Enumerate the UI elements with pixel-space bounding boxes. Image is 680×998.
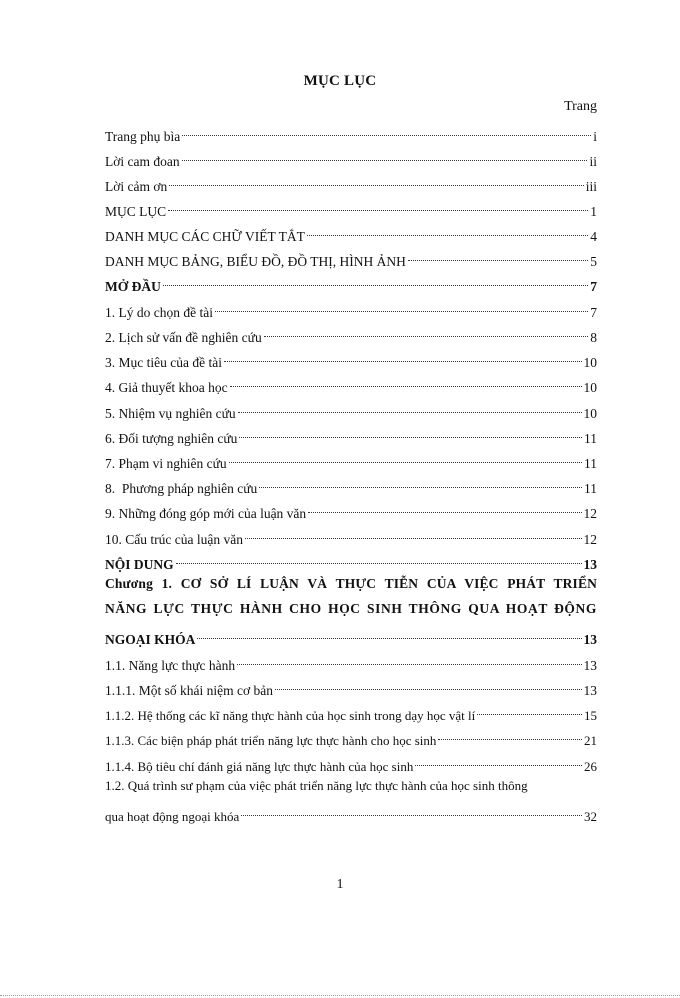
toc-entry-label: 3. Mục tiêu của đề tài — [105, 355, 222, 370]
toc-entry-page: i — [593, 129, 597, 144]
toc-entry-page: 12 — [583, 506, 597, 521]
toc-entry-page: 7 — [590, 279, 597, 294]
toc-entry-label: 9. Những đóng góp mới của luận văn — [105, 506, 307, 521]
toc-entry[interactable] — [105, 398, 597, 421]
dot-leader — [264, 322, 589, 342]
toc-entry-label: 1.1.3. Các biện pháp phát triển năng lực thực hành cho học sinh — [105, 733, 437, 748]
toc-entry-chapter[interactable] — [105, 624, 597, 647]
dot-leader — [245, 524, 582, 544]
toc-entry-label: NGOẠI KHÓA — [105, 632, 196, 647]
toc-entry[interactable] — [105, 121, 597, 144]
toc-entry-page: 13 — [583, 632, 597, 647]
toc-entry-page: 8 — [590, 330, 597, 345]
toc-entry-page: iii — [585, 179, 597, 194]
toc-entry-page: 10 — [583, 380, 597, 395]
toc-entry-page: 21 — [584, 733, 597, 748]
toc-entry[interactable] — [105, 473, 597, 496]
dot-leader — [182, 121, 591, 141]
toc-title: MỤC LỤC — [303, 73, 377, 89]
dot-leader — [182, 146, 588, 166]
toc-entry[interactable] — [105, 801, 597, 824]
toc-entry[interactable] — [105, 675, 597, 698]
dot-leader — [197, 624, 581, 644]
toc-entry-label: NỘI DUNG — [105, 557, 174, 572]
page-number: 1 — [336, 877, 344, 892]
toc-entry-page: 11 — [584, 456, 597, 471]
toc-entry-label: 10. Cấu trúc của luận văn — [105, 532, 243, 547]
chapter-1-heading-line-1[interactable]: Chương 1. CƠ SỞ LÍ LUẬN VÀ THỰC TIỄN CỦA VIỆC PHÁT TRIỂN — [105, 576, 597, 591]
dot-leader — [477, 700, 582, 720]
dot-leader — [230, 372, 582, 392]
toc-entry[interactable] — [105, 751, 597, 774]
toc-entry[interactable] — [105, 221, 597, 244]
dot-leader — [215, 297, 588, 317]
dot-leader — [275, 675, 582, 695]
toc-entry-page: 11 — [584, 481, 597, 496]
dot-leader — [307, 221, 588, 241]
dot-leader — [259, 473, 582, 493]
toc-entry-page: 12 — [583, 532, 597, 547]
toc-entry-label: qua hoạt động ngoại khóa — [105, 809, 240, 824]
toc-entry[interactable] — [105, 372, 597, 395]
toc-entry[interactable] — [105, 700, 597, 723]
toc-entry[interactable] — [105, 498, 597, 521]
toc-entry-page: 7 — [590, 305, 597, 320]
toc-entry-label: 8. Phương pháp nghiên cứu — [105, 481, 258, 496]
toc-entry-section[interactable] — [105, 271, 597, 294]
toc-entry-page: 15 — [584, 708, 597, 723]
toc-entry-page: 13 — [583, 557, 597, 572]
toc-entry-label: 1.1.2. Hệ thống các kĩ năng thực hành của học sinh trong dạy học vật lí — [105, 708, 476, 723]
section-1-2-line-1[interactable]: 1.2. Quá trình sư phạm của việc phát triển năng lực thực hành của học sinh thông — [105, 778, 528, 793]
toc-entry-label: 1. Lý do chọn đề tài — [105, 305, 213, 320]
toc-entry[interactable] — [105, 171, 597, 194]
toc-entry[interactable] — [105, 146, 597, 169]
dot-leader — [415, 751, 582, 771]
toc-entry-page: 1 — [590, 204, 597, 219]
toc-entry[interactable] — [105, 524, 597, 547]
toc-entry-label: 4. Giả thuyết khoa học — [105, 380, 228, 395]
toc-entry[interactable] — [105, 196, 597, 219]
toc-entry-page: 5 — [590, 254, 597, 269]
dot-leader — [238, 398, 582, 418]
dot-leader — [224, 347, 582, 367]
toc-entry[interactable] — [105, 725, 597, 748]
toc-entry-label: 1.1.1. Một số khái niệm cơ bản — [105, 683, 273, 698]
dot-leader — [237, 650, 581, 670]
toc-entry-label: MỞ ĐẦU — [105, 279, 161, 294]
dot-leader — [438, 725, 582, 745]
dot-leader — [163, 271, 588, 291]
toc-entry-label: Lời cảm ơn — [105, 179, 168, 194]
toc-entry[interactable] — [105, 423, 597, 446]
toc-entry[interactable] — [105, 297, 597, 320]
toc-entry[interactable] — [105, 246, 597, 269]
toc-entry-section[interactable] — [105, 549, 597, 572]
toc-entry[interactable] — [105, 448, 597, 471]
dot-leader — [308, 498, 581, 518]
toc-entry-label: 1.1.4. Bộ tiêu chí đánh giá năng lực thực hành của học sinh — [105, 759, 414, 774]
toc-entry[interactable] — [105, 650, 597, 673]
dot-leader — [176, 549, 582, 569]
toc-entry-label: 7. Phạm vi nghiên cứu — [105, 456, 227, 471]
dot-leader — [408, 246, 588, 266]
toc-entry-page: 32 — [584, 809, 597, 824]
toc-entry-label: DANH MỤC CÁC CHỮ VIẾT TẮT — [105, 229, 305, 244]
dot-leader — [239, 423, 582, 443]
dot-leader — [169, 171, 583, 191]
chapter-1-heading-line-2[interactable]: NĂNG LỰC THỰC HÀNH CHO HỌC SINH THÔNG QUA HOẠT ĐỘNG — [105, 601, 597, 616]
toc-entry-page: 11 — [584, 431, 597, 446]
toc-entry-label: Trang phụ bìa — [105, 129, 181, 144]
toc-entry-label: 5. Nhiệm vụ nghiên cứu — [105, 406, 236, 421]
toc-entry-page: 10 — [583, 406, 597, 421]
page-column-label: Trang — [564, 99, 597, 114]
toc-entry-label: MỤC LỤC — [105, 204, 167, 219]
toc-entry[interactable] — [105, 347, 597, 370]
toc-entry-page: 10 — [583, 355, 597, 370]
toc-entry-label: Lời cam đoan — [105, 154, 180, 169]
dot-leader — [229, 448, 582, 468]
toc-entry-page: 4 — [590, 229, 597, 244]
toc-entry[interactable] — [105, 322, 597, 345]
dot-leader — [241, 801, 582, 821]
toc-entry-page: ii — [589, 154, 597, 169]
dot-leader — [168, 196, 588, 216]
toc-entry-page: 13 — [583, 683, 597, 698]
toc-entry-page: 26 — [584, 759, 597, 774]
toc-entry-page: 13 — [583, 658, 597, 673]
toc-entry-label: 2. Lịch sử vấn đề nghiên cứu — [105, 330, 262, 345]
toc-entry-label: 1.1. Năng lực thực hành — [105, 658, 236, 673]
page-bottom-divider — [0, 995, 680, 996]
toc-entry-label: DANH MỤC BẢNG, BIỂU ĐỒ, ĐỒ THỊ, HÌNH ẢNH — [105, 254, 406, 269]
toc-entry-label: 6. Đối tượng nghiên cứu — [105, 431, 238, 446]
